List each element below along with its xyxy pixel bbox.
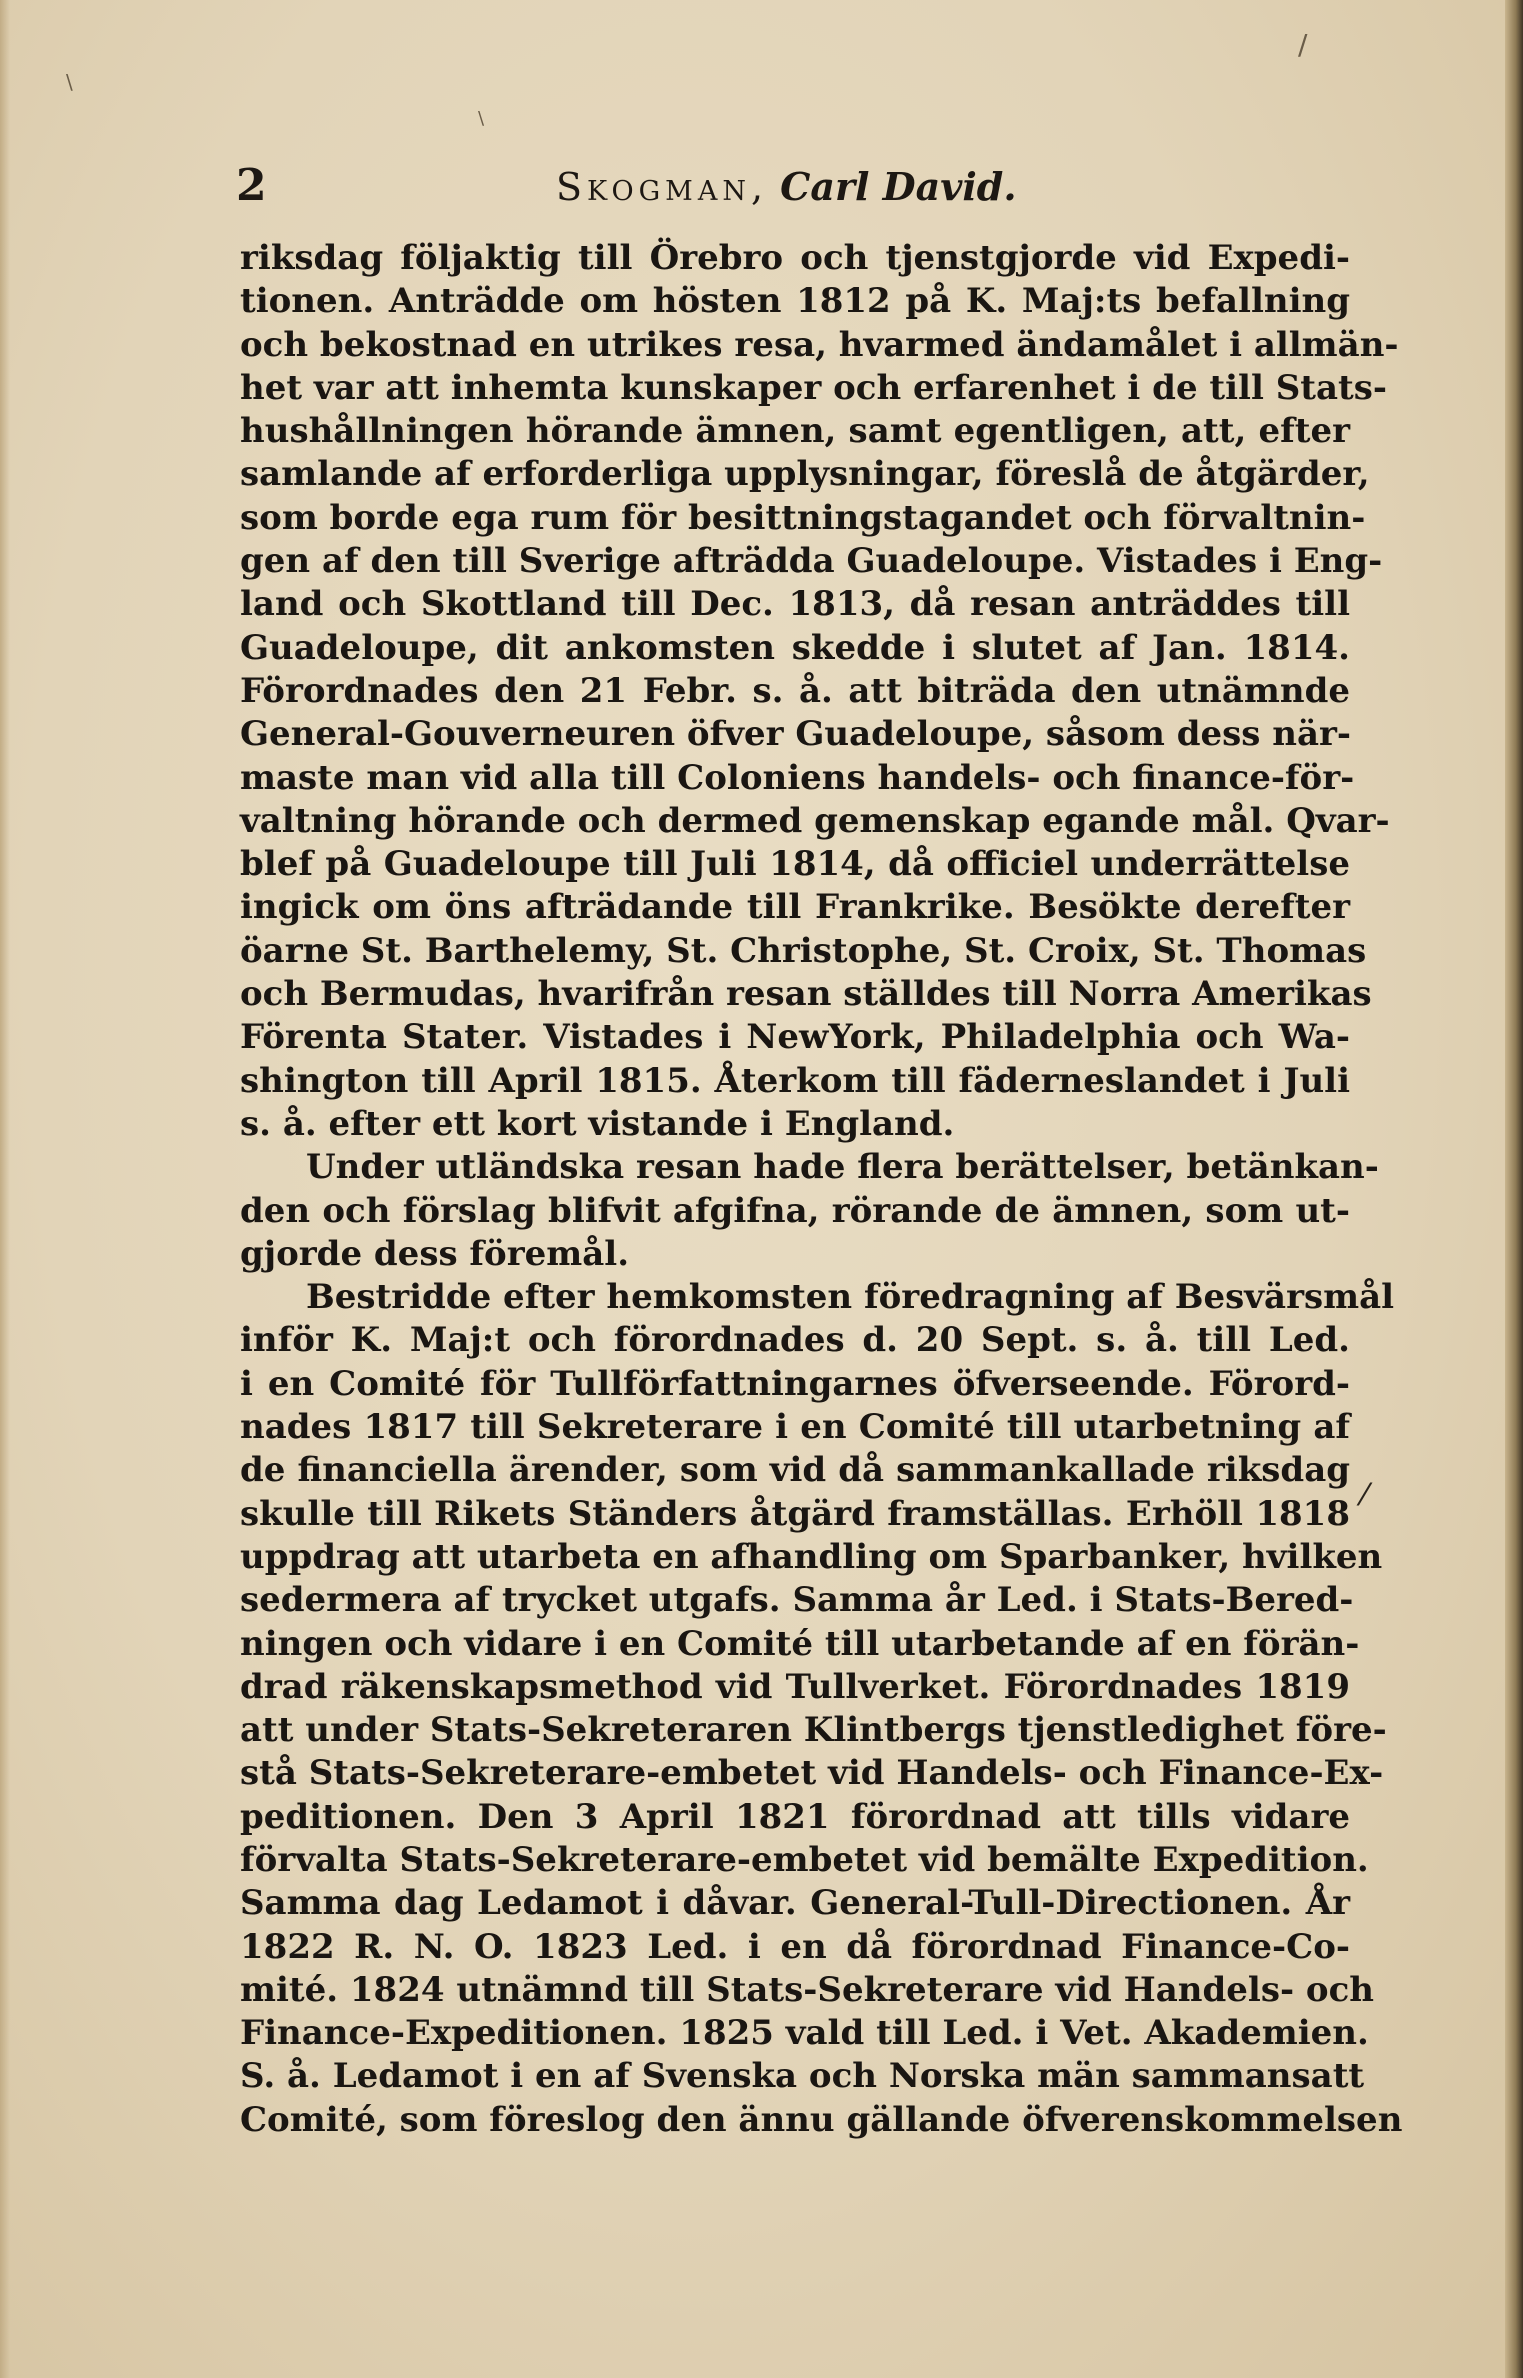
running-head [556,164,1017,209]
text-line: i en Comité för Tullförfattningarnes öfverseende. Förord- [240,1363,1350,1404]
text-line: het var att inhemta kunskaper och erfarenhet i de till Stats- [240,367,1387,408]
text-line: peditionen. Den 3 April 1821 förordnad att tills vidare [240,1796,1350,1837]
text-line: Samma dag Ledamot i dåvar. General-Tull-Directionen. År [240,1883,1350,1924]
text-line: 1822 R. N. O. 1823 Led. i en då förordnad Finance-Co- [240,1926,1350,1967]
text-line: Guadeloupe, dit ankomsten skedde i slutet af Jan. 1814. [240,627,1350,668]
text-line: Förenta Stater. Vistades i NewYork, Philadelphia och Wa- [240,1017,1350,1058]
text-line: Förordnades den 21 Febr. s. å. att biträda den utnämnde [240,670,1350,711]
text-line: s. å. efter ett kort vistande i England. [240,1103,955,1144]
text-line: och bekostnad en utrikes resa, hvarmed ändamålet i allmän- [240,324,1399,365]
text-line: Finance-Expeditionen. 1825 vald till Led. i Vet. Akademien. [240,2013,1369,2054]
text-line: maste man vid alla till Coloniens handels- och finance-för- [240,757,1355,798]
page-left-edge [0,0,10,2378]
text-line: drad räkenskapsmethod vid Tullverket. Förordnades 1819 [240,1666,1350,1707]
text-line: öarne St. Barthelemy, St. Christophe, St. Croix, St. Thomas [240,930,1367,971]
text-line: land och Skottland till Dec. 1813, då resan anträddes till [240,584,1350,625]
page-right-edge [1505,0,1523,2378]
stray-mark: / [1298,28,1308,61]
text-line: de financiella ärender, som vid då sammankallade riksdag [240,1450,1350,1491]
text-line: Comité, som föreslog den ännu gällande öfverenskommelsen [240,2099,1403,2140]
text-line: riksdag följaktig till Örebro och tjenstgjorde vid Expedi- [240,238,1350,278]
text-line: skulle till Rikets Ständers åtgärd framställas. Erhöll 1818 [240,1493,1350,1534]
text-line: att under Stats-Sekreteraren Klintbergs tjenstledighet före- [240,1710,1387,1751]
text-line: stå Stats-Sekreterare-embetet vid Handels- och Finance-Ex- [240,1753,1384,1794]
text-line: sedermera af trycket utgafs. Samma år Led. i Stats-Bered- [240,1580,1354,1621]
text-line: ningen och vidare i en Comité till utarbetande af en förän- [240,1623,1360,1664]
text-line: Bestridde efter hemkomsten föredragning af Besvärsmål [306,1277,1395,1318]
text-line: S. å. Ledamot i en af Svenska och Norska män sammansatt [240,2056,1365,2097]
text-line: gen af den till Sverige afträdda Guadeloupe. Vistades i Eng- [240,541,1383,582]
page-number: 2 [236,160,267,211]
text-line: nades 1817 till Sekreterare i en Comité till utarbetning af [240,1407,1350,1448]
text-line: som borde ega rum för besittningstagandet och förvaltnin- [240,497,1366,538]
stray-mark: \ [66,70,73,94]
text-line: valtning hörande och dermed gemenskap egande mål. Qvar- [240,800,1390,841]
text-line: General-Gouverneuren öfver Guadeloupe, såsom dess när- [240,714,1352,755]
running-head-surname: Skogman, [556,165,769,209]
text-line: shington till April 1815. Återkom till fäderneslandet i Juli [240,1060,1350,1101]
text-line: uppdrag att utarbeta en afhandling om Sparbanker, hvilken [240,1536,1383,1577]
page-header [236,158,1346,218]
text-line: hushållningen hörande ämnen, samt egentligen, att, efter [240,411,1350,452]
text-line: inför K. Maj:t och förordnades d. 20 Sept. s. å. till Led. [240,1320,1350,1361]
text-line: förvalta Stats-Sekreterare-embetet vid bemälte Expedition. [240,1839,1369,1880]
text-line: tionen. Anträdde om hösten 1812 på K. Maj:ts befallning [240,281,1350,322]
stray-mark: \ [478,108,485,129]
body-text [240,237,1403,2142]
text-line: samlande af erforderliga upplysningar, föreslå de åtgärder, [240,454,1370,495]
text-line: Under utländska resan hade flera berättelser, betänkan- [306,1147,1379,1188]
running-head-given-names: Carl David. [780,164,1017,209]
text-line: mité. 1824 utnämnd till Stats-Sekreterare vid Handels- och [240,1969,1375,2010]
text-line: blef på Guadeloupe till Juli 1814, då officiel underrättelse [240,844,1350,885]
text-line: ingick om öns afträdande till Frankrike. Besökte derefter [240,887,1350,928]
stray-mark: ⁄ [1362,1478,1368,1513]
text-line: den och förslag blifvit afgifna, rörande de ämnen, som ut- [240,1190,1350,1231]
text-line: gjorde dess föremål. [240,1233,630,1274]
text-line: och Bermudas, hvarifrån resan ställdes till Norra Amerikas [240,974,1372,1015]
